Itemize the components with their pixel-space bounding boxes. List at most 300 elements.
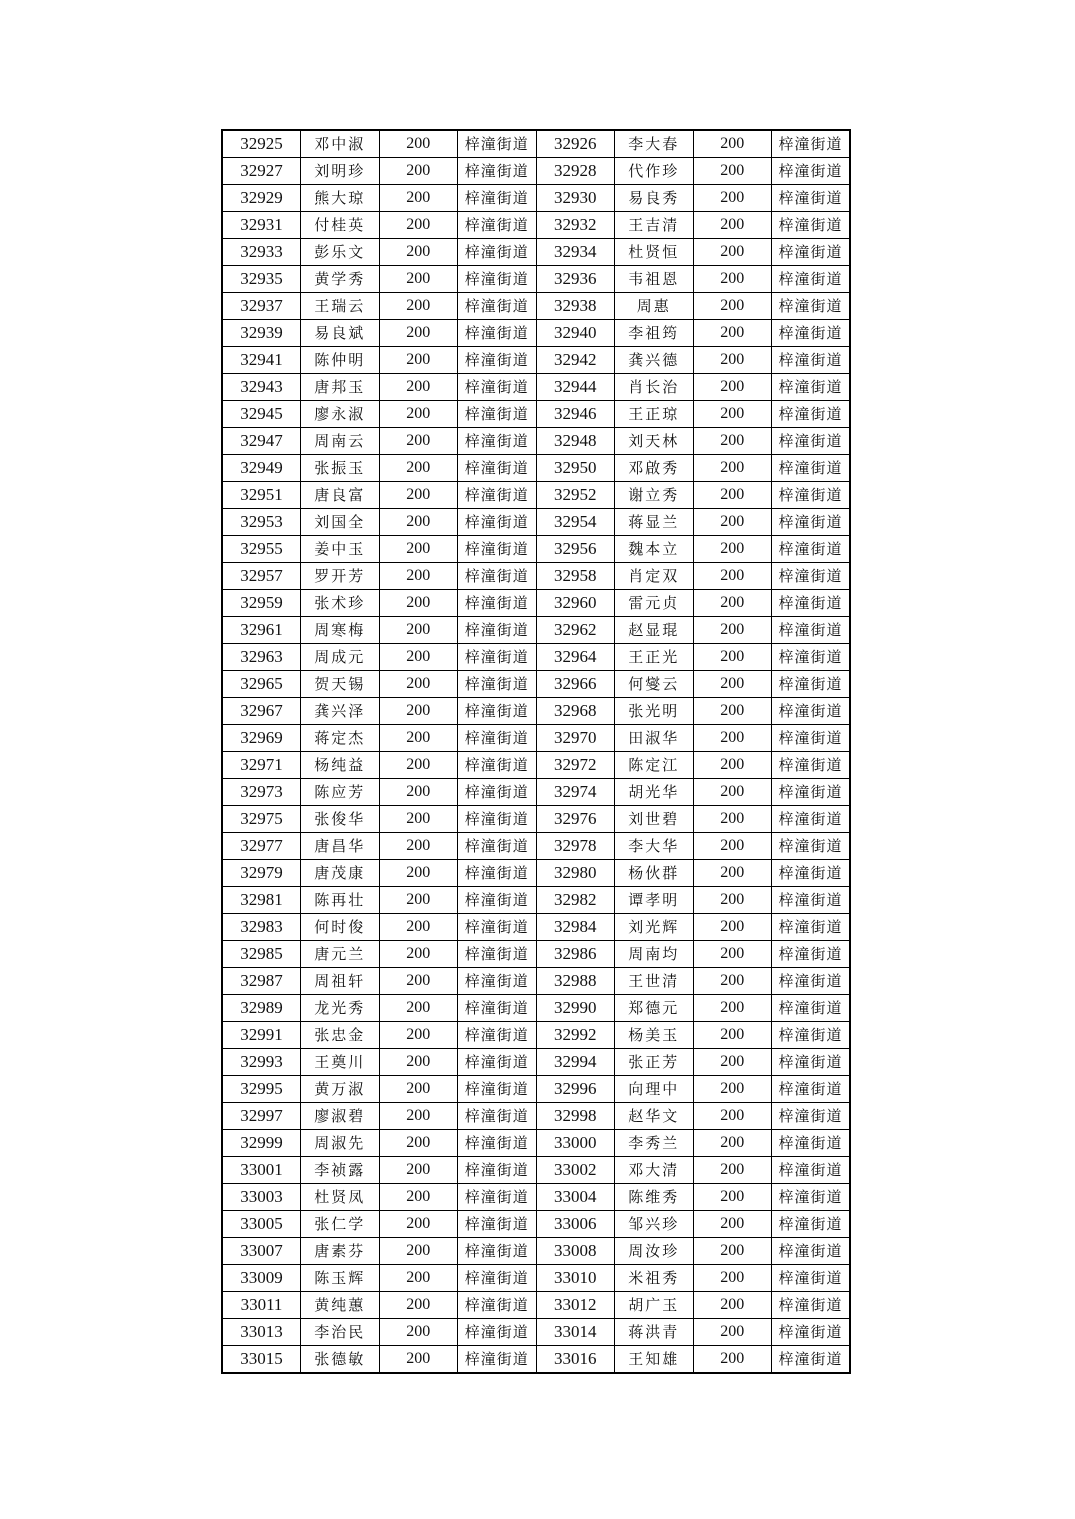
person-name-cell: 龚兴德 [615,347,694,374]
subdistrict-cell: 梓潼街道 [458,698,537,725]
record-number-cell: 33001 [222,1157,301,1184]
subdistrict-cell: 梓潼街道 [772,671,851,698]
amount-cell: 200 [693,1319,772,1346]
table-row [222,1130,850,1157]
table-row [222,725,850,752]
subdistrict-cell: 梓潼街道 [458,401,537,428]
table-row [222,320,850,347]
amount-cell: 200 [379,1130,458,1157]
amount-cell: 200 [379,806,458,833]
record-number-cell: 32989 [222,995,301,1022]
record-number-cell: 32979 [222,860,301,887]
amount-cell: 200 [379,158,458,185]
person-name-cell: 张光明 [615,698,694,725]
person-name-cell: 廖淑碧 [301,1103,380,1130]
subdistrict-cell: 梓潼街道 [458,536,537,563]
record-number-cell: 33005 [222,1211,301,1238]
table-row [222,536,850,563]
person-name-cell: 陈再壮 [301,887,380,914]
amount-cell: 200 [693,374,772,401]
person-name-cell: 王正光 [615,644,694,671]
record-number-cell: 33012 [536,1292,615,1319]
subdistrict-cell: 梓潼街道 [458,1346,537,1374]
person-name-cell: 姜中玉 [301,536,380,563]
amount-cell: 200 [379,212,458,239]
record-number-cell: 32958 [536,563,615,590]
record-number-cell: 32966 [536,671,615,698]
record-number-cell: 32938 [536,293,615,320]
person-name-cell: 肖定双 [615,563,694,590]
person-name-cell: 王奠川 [301,1049,380,1076]
amount-cell: 200 [379,401,458,428]
amount-cell: 200 [693,914,772,941]
subdistrict-cell: 梓潼街道 [772,482,851,509]
record-number-cell: 32935 [222,266,301,293]
person-name-cell: 雷元贞 [615,590,694,617]
table-row [222,293,850,320]
table-row [222,1346,850,1374]
subdistrict-cell: 梓潼街道 [772,536,851,563]
subdistrict-cell: 梓潼街道 [458,482,537,509]
person-name-cell: 刘天林 [615,428,694,455]
person-name-cell: 黄学秀 [301,266,380,293]
amount-cell: 200 [693,887,772,914]
record-number-cell: 32968 [536,698,615,725]
person-name-cell: 陈仲明 [301,347,380,374]
subdistrict-cell: 梓潼街道 [772,401,851,428]
amount-cell: 200 [379,860,458,887]
subdistrict-cell: 梓潼街道 [458,455,537,482]
amount-cell: 200 [693,130,772,158]
amount-cell: 200 [693,1292,772,1319]
table-row [222,590,850,617]
subdistrict-cell: 梓潼街道 [772,968,851,995]
record-number-cell: 32927 [222,158,301,185]
person-name-cell: 王吉清 [615,212,694,239]
subdistrict-cell: 梓潼街道 [772,1130,851,1157]
person-name-cell: 邓啟秀 [615,455,694,482]
record-number-cell: 32973 [222,779,301,806]
amount-cell: 200 [693,482,772,509]
record-number-cell: 32946 [536,401,615,428]
amount-cell: 200 [693,860,772,887]
person-name-cell: 刘光辉 [615,914,694,941]
person-name-cell: 田淑华 [615,725,694,752]
subdistrict-cell: 梓潼街道 [772,1265,851,1292]
record-number-cell: 32997 [222,1103,301,1130]
subdistrict-cell: 梓潼街道 [772,1103,851,1130]
amount-cell: 200 [693,968,772,995]
amount-cell: 200 [693,1211,772,1238]
record-number-cell: 32996 [536,1076,615,1103]
person-name-cell: 赵华文 [615,1103,694,1130]
table-row [222,1211,850,1238]
amount-cell: 200 [693,671,772,698]
subdistrict-cell: 梓潼街道 [458,752,537,779]
person-name-cell: 蒋洪青 [615,1319,694,1346]
amount-cell: 200 [379,1265,458,1292]
amount-cell: 200 [693,1130,772,1157]
table-row [222,995,850,1022]
person-name-cell: 唐元兰 [301,941,380,968]
record-number-cell: 32937 [222,293,301,320]
table-row [222,347,850,374]
amount-cell: 200 [379,779,458,806]
amount-cell: 200 [379,914,458,941]
person-name-cell: 罗开芳 [301,563,380,590]
amount-cell: 200 [693,1157,772,1184]
record-number-cell: 32926 [536,130,615,158]
person-name-cell: 黄万淑 [301,1076,380,1103]
amount-cell: 200 [379,428,458,455]
table-row [222,617,850,644]
record-number-cell: 32982 [536,887,615,914]
subdistrict-cell: 梓潼街道 [772,1211,851,1238]
person-name-cell: 张俊华 [301,806,380,833]
record-number-cell: 32985 [222,941,301,968]
subdistrict-cell: 梓潼街道 [458,374,537,401]
subdistrict-cell: 梓潼街道 [772,1049,851,1076]
record-number-cell: 32983 [222,914,301,941]
subdistrict-cell: 梓潼街道 [458,509,537,536]
subdistrict-cell: 梓潼街道 [458,1130,537,1157]
subdistrict-cell: 梓潼街道 [772,428,851,455]
amount-cell: 200 [693,779,772,806]
person-name-cell: 胡光华 [615,779,694,806]
subdistrict-cell: 梓潼街道 [772,752,851,779]
record-number-cell: 32978 [536,833,615,860]
person-name-cell: 韦祖恩 [615,266,694,293]
person-name-cell: 郑德元 [615,995,694,1022]
table-row [222,752,850,779]
person-name-cell: 周南均 [615,941,694,968]
record-number-cell: 32988 [536,968,615,995]
amount-cell: 200 [379,1238,458,1265]
amount-cell: 200 [379,185,458,212]
record-number-cell: 32943 [222,374,301,401]
person-name-cell: 李祯露 [301,1157,380,1184]
person-name-cell: 米祖秀 [615,1265,694,1292]
subdistrict-cell: 梓潼街道 [458,1265,537,1292]
record-number-cell: 32951 [222,482,301,509]
amount-cell: 200 [379,1076,458,1103]
subdistrict-cell: 梓潼街道 [458,644,537,671]
record-number-cell: 32961 [222,617,301,644]
amount-cell: 200 [379,833,458,860]
person-name-cell: 李大春 [615,130,694,158]
amount-cell: 200 [379,725,458,752]
amount-cell: 200 [693,536,772,563]
record-number-cell: 32947 [222,428,301,455]
person-name-cell: 唐良富 [301,482,380,509]
table-row [222,941,850,968]
subdistrict-cell: 梓潼街道 [772,130,851,158]
amount-cell: 200 [693,725,772,752]
person-name-cell: 贺天锡 [301,671,380,698]
person-name-cell: 熊大琼 [301,185,380,212]
amount-cell: 200 [693,212,772,239]
person-name-cell: 龚兴泽 [301,698,380,725]
subdistrict-cell: 梓潼街道 [772,887,851,914]
amount-cell: 200 [693,698,772,725]
amount-cell: 200 [379,293,458,320]
table-row [222,914,850,941]
amount-cell: 200 [693,1184,772,1211]
amount-cell: 200 [379,887,458,914]
record-number-cell: 32964 [536,644,615,671]
subdistrict-cell: 梓潼街道 [458,347,537,374]
subdistrict-cell: 梓潼街道 [458,428,537,455]
person-name-cell: 邓中淑 [301,130,380,158]
record-number-cell: 33013 [222,1319,301,1346]
record-number-cell: 32954 [536,509,615,536]
table-row [222,374,850,401]
subdistrict-cell: 梓潼街道 [458,1319,537,1346]
subdistrict-cell: 梓潼街道 [772,914,851,941]
subdistrict-cell: 梓潼街道 [772,158,851,185]
table-row [222,1184,850,1211]
amount-cell: 200 [379,1157,458,1184]
amount-cell: 200 [693,806,772,833]
record-number-cell: 33008 [536,1238,615,1265]
table-row [222,671,850,698]
person-name-cell: 蒋显兰 [615,509,694,536]
amount-cell: 200 [379,1319,458,1346]
person-name-cell: 杨纯益 [301,752,380,779]
person-name-cell: 刘国全 [301,509,380,536]
person-name-cell: 唐素芬 [301,1238,380,1265]
amount-cell: 200 [693,1265,772,1292]
subdistrict-cell: 梓潼街道 [458,1022,537,1049]
record-number-cell: 33016 [536,1346,615,1374]
amount-cell: 200 [379,130,458,158]
amount-cell: 200 [379,374,458,401]
table-row [222,158,850,185]
table-row [222,644,850,671]
table-row [222,185,850,212]
table-row [222,1022,850,1049]
amount-cell: 200 [693,266,772,293]
person-name-cell: 李祖筠 [615,320,694,347]
record-number-cell: 32995 [222,1076,301,1103]
record-number-cell: 32990 [536,995,615,1022]
record-number-cell: 33011 [222,1292,301,1319]
amount-cell: 200 [379,590,458,617]
person-name-cell: 周淑先 [301,1130,380,1157]
table-row [222,482,850,509]
subdistrict-cell: 梓潼街道 [772,455,851,482]
person-name-cell: 张德敏 [301,1346,380,1374]
amount-cell: 200 [379,752,458,779]
person-name-cell: 魏本立 [615,536,694,563]
subdistrict-cell: 梓潼街道 [458,1184,537,1211]
record-number-cell: 32944 [536,374,615,401]
record-number-cell: 32994 [536,1049,615,1076]
record-number-cell: 32987 [222,968,301,995]
record-number-cell: 32934 [536,239,615,266]
person-name-cell: 胡广玉 [615,1292,694,1319]
person-name-cell: 陈玉辉 [301,1265,380,1292]
record-number-cell: 32959 [222,590,301,617]
record-number-cell: 32970 [536,725,615,752]
person-name-cell: 王正琼 [615,401,694,428]
table-row [222,212,850,239]
amount-cell: 200 [693,1022,772,1049]
person-name-cell: 唐茂康 [301,860,380,887]
subdistrict-cell: 梓潼街道 [458,212,537,239]
record-number-cell: 32928 [536,158,615,185]
subdistrict-cell: 梓潼街道 [458,239,537,266]
amount-cell: 200 [379,320,458,347]
subdistrict-cell: 梓潼街道 [772,509,851,536]
table-row [222,779,850,806]
record-number-cell: 32960 [536,590,615,617]
record-number-cell: 32932 [536,212,615,239]
person-name-cell: 李大华 [615,833,694,860]
record-number-cell: 33004 [536,1184,615,1211]
record-number-cell: 32962 [536,617,615,644]
person-name-cell: 周寒梅 [301,617,380,644]
subdistrict-cell: 梓潼街道 [458,995,537,1022]
subdistrict-cell: 梓潼街道 [458,1157,537,1184]
subdistrict-cell: 梓潼街道 [772,995,851,1022]
person-name-cell: 谭孝明 [615,887,694,914]
record-number-cell: 33015 [222,1346,301,1374]
person-name-cell: 陈维秀 [615,1184,694,1211]
subdistrict-cell: 梓潼街道 [772,1157,851,1184]
amount-cell: 200 [693,617,772,644]
amount-cell: 200 [693,401,772,428]
person-name-cell: 陈定江 [615,752,694,779]
amount-cell: 200 [379,941,458,968]
subdistrict-cell: 梓潼街道 [458,941,537,968]
record-number-cell: 32957 [222,563,301,590]
person-name-cell: 代作珍 [615,158,694,185]
amount-cell: 200 [693,185,772,212]
record-number-cell: 32998 [536,1103,615,1130]
record-number-cell: 33003 [222,1184,301,1211]
subdistrict-cell: 梓潼街道 [772,266,851,293]
person-name-cell: 周南云 [301,428,380,455]
person-name-cell: 张仁学 [301,1211,380,1238]
table-row [222,1103,850,1130]
amount-cell: 200 [379,1346,458,1374]
table-row [222,1319,850,1346]
record-number-cell: 32976 [536,806,615,833]
person-name-cell: 周惠 [615,293,694,320]
record-number-cell: 32953 [222,509,301,536]
record-number-cell: 32984 [536,914,615,941]
amount-cell: 200 [379,266,458,293]
record-number-cell: 33009 [222,1265,301,1292]
subdistrict-cell: 梓潼街道 [458,1049,537,1076]
table-row [222,130,850,158]
subdistrict-cell: 梓潼街道 [772,1022,851,1049]
subdistrict-cell: 梓潼街道 [772,698,851,725]
person-name-cell: 张正芳 [615,1049,694,1076]
record-number-cell: 33007 [222,1238,301,1265]
record-number-cell: 32929 [222,185,301,212]
record-number-cell: 32971 [222,752,301,779]
amount-cell: 200 [693,1049,772,1076]
person-name-cell: 付桂英 [301,212,380,239]
amount-cell: 200 [693,1238,772,1265]
subdistrict-cell: 梓潼街道 [458,833,537,860]
amount-cell: 200 [379,995,458,1022]
person-name-cell: 易良秀 [615,185,694,212]
subdistrict-cell: 梓潼街道 [458,1292,537,1319]
person-name-cell: 赵显琨 [615,617,694,644]
person-name-cell: 王瑞云 [301,293,380,320]
record-number-cell: 32952 [536,482,615,509]
subdistrict-cell: 梓潼街道 [772,590,851,617]
subdistrict-cell: 梓潼街道 [458,860,537,887]
record-number-cell: 33006 [536,1211,615,1238]
table-row [222,1238,850,1265]
person-name-cell: 周汝珍 [615,1238,694,1265]
subdistrict-cell: 梓潼街道 [458,293,537,320]
table-row [222,239,850,266]
subdistrict-cell: 梓潼街道 [772,1238,851,1265]
table-row [222,1049,850,1076]
record-number-cell: 32977 [222,833,301,860]
person-name-cell: 周祖轩 [301,968,380,995]
subdistrict-cell: 梓潼街道 [458,320,537,347]
subdistrict-cell: 梓潼街道 [772,563,851,590]
table-row [222,455,850,482]
table-row [222,860,850,887]
record-number-cell: 32980 [536,860,615,887]
record-number-cell: 32967 [222,698,301,725]
subdistrict-cell: 梓潼街道 [458,887,537,914]
amount-cell: 200 [379,617,458,644]
subdistrict-cell: 梓潼街道 [772,806,851,833]
person-name-cell: 刘明珍 [301,158,380,185]
person-name-cell: 王世清 [615,968,694,995]
table-row [222,833,850,860]
subdistrict-cell: 梓潼街道 [772,617,851,644]
subdistrict-cell: 梓潼街道 [458,266,537,293]
amount-cell: 200 [693,1076,772,1103]
table-row [222,428,850,455]
subdistrict-cell: 梓潼街道 [772,941,851,968]
person-name-cell: 杨美玉 [615,1022,694,1049]
record-number-cell: 32930 [536,185,615,212]
amount-cell: 200 [693,347,772,374]
subdistrict-cell: 梓潼街道 [458,968,537,995]
record-number-cell: 33014 [536,1319,615,1346]
record-number-cell: 32925 [222,130,301,158]
table-row [222,266,850,293]
table-row [222,1157,850,1184]
person-name-cell: 何燮云 [615,671,694,698]
amount-cell: 200 [693,509,772,536]
record-number-cell: 32991 [222,1022,301,1049]
amount-cell: 200 [379,1211,458,1238]
record-number-cell: 32950 [536,455,615,482]
person-name-cell: 唐邦玉 [301,374,380,401]
subdistrict-cell: 梓潼街道 [772,320,851,347]
subdistrict-cell: 梓潼街道 [772,374,851,401]
subdistrict-cell: 梓潼街道 [772,185,851,212]
subdistrict-cell: 梓潼街道 [772,1346,851,1374]
amount-cell: 200 [379,1049,458,1076]
table-row [222,1076,850,1103]
person-name-cell: 李治民 [301,1319,380,1346]
person-name-cell: 彭乐文 [301,239,380,266]
table-row [222,509,850,536]
subdistrict-cell: 梓潼街道 [772,644,851,671]
